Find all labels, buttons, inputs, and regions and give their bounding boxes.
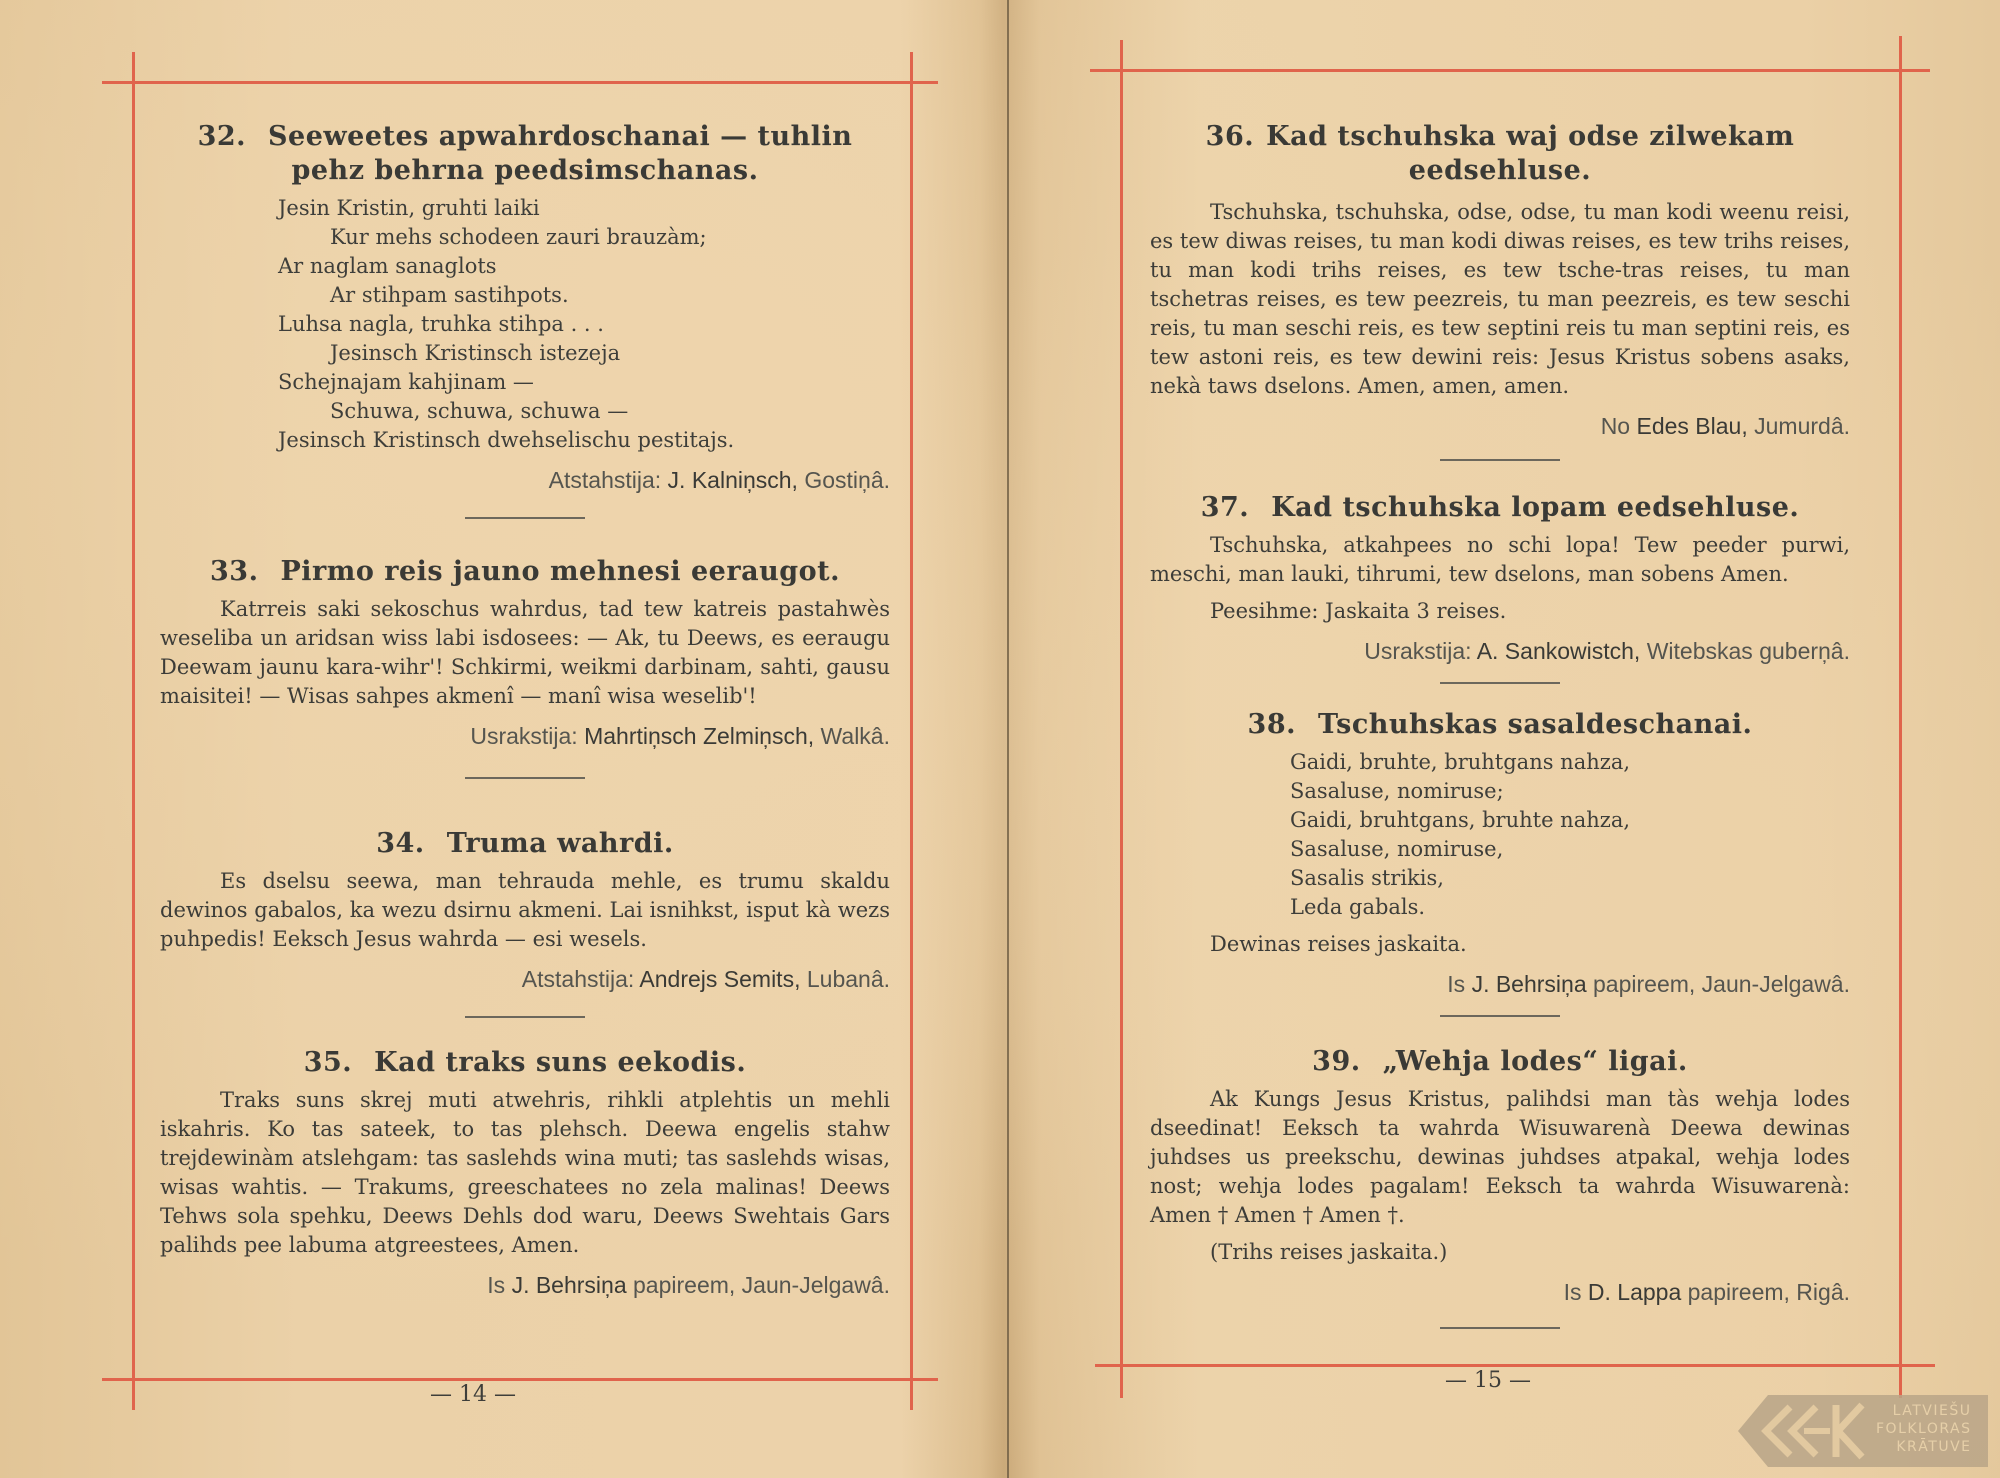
attribution (160, 964, 890, 994)
watermark-line: FOLKLORAS (1876, 1421, 1972, 1437)
attribution-label: Is (1563, 1279, 1582, 1305)
watermark-line: LATVIEŠU (1892, 1403, 1972, 1419)
section-divider (1440, 459, 1560, 461)
left-frame-bottom-rule (102, 1378, 938, 1381)
section-divider (1440, 682, 1560, 684)
attribution-name: D. Lappa (1587, 1279, 1682, 1305)
section-divider (1440, 1327, 1560, 1329)
attribution-label: Is (1447, 971, 1466, 997)
left-frame-right-rule (910, 52, 913, 1410)
section-divider (1440, 1015, 1560, 1017)
entry-number: 32. (197, 121, 247, 152)
left-frame-left-rule (132, 52, 135, 1410)
verse-line: Sasalis strikis, (1290, 866, 1444, 890)
attribution-place: Witebskas guberņâ. (1646, 638, 1850, 664)
entry-body (1150, 198, 1850, 401)
entry-title (1150, 708, 1850, 742)
verse-line: Gaidi, bruhte, bruhtgans nahza, (1290, 750, 1631, 774)
page-number-left: — 14 — (430, 1382, 516, 1407)
section-divider (465, 1016, 585, 1018)
attribution-label: Atstahstija: (548, 467, 662, 493)
attribution-place: Walkâ. (820, 723, 890, 749)
verse-line: Leda gabals. (1290, 895, 1426, 919)
right-page (1150, 120, 1850, 1329)
charm-entry-32 (160, 120, 890, 495)
attribution (160, 721, 890, 751)
entry-body-text: Katrreis saki sekoschus wahrdus, tad tew katreis pastahwès weseliba un aridsan wiss labi isdosees: — Ak, tu Deews, es eeraugu Deewam jaunu kara-wihr'! Schkirmi, weikmi darbinam, sahti, gausu maisitei! — Wisas sahpes akmenî — manî wisa weselib'! (160, 597, 890, 708)
verse-line: Luhsa nagla, truhka stihpa . . . (278, 312, 604, 336)
charm-entry-33 (160, 555, 890, 751)
entry-body (1150, 1085, 1850, 1230)
attribution-label: Usrakstija: (470, 723, 578, 749)
entry-number: 39. (1312, 1046, 1361, 1077)
charm-entry-36 (1150, 120, 1850, 441)
watermark-text (1876, 1402, 1972, 1456)
attribution-place: Gostiņâ. (804, 467, 890, 493)
verse-line: Sasaluse, nomiruse; (1290, 779, 1504, 803)
entry-heading: Truma wahrdi. (446, 828, 674, 859)
entry-note: Peesihme: Jaskaita 3 reises. (1210, 599, 1507, 623)
right-frame-top-rule (1090, 69, 1930, 72)
attribution (160, 1270, 890, 1300)
entry-number: 34. (376, 828, 425, 859)
attribution-label: Atstahstija: (521, 966, 635, 992)
entry-number: 35. (303, 1047, 353, 1078)
charm-entry-37 (1150, 491, 1850, 666)
entry-body (160, 867, 890, 954)
entry-number: 38. (1247, 709, 1297, 740)
entry-title (160, 120, 890, 188)
entry-heading: Tschuhskas sasaldeschanai. (1318, 709, 1753, 740)
entry-number: 37. (1200, 492, 1250, 523)
verse-line: Jesinsch Kristinsch dwehselischu pestitajs. (278, 428, 735, 452)
attribution-name: A. Sankowistch, (1476, 638, 1641, 664)
attribution-label: Usrakstija: (1364, 638, 1472, 664)
verse-line: Jesin Kristin, gruhti laiki (278, 196, 540, 220)
attribution-name: Mahrtiņsch Zelmiņsch, (584, 723, 815, 749)
entry-number: 36. (1205, 121, 1255, 152)
entry-title (1150, 1045, 1850, 1079)
entry-title (1150, 120, 1850, 188)
charm-entry-34 (160, 827, 890, 994)
entry-body-text: Es dselsu seewa, man tehrauda mehle, es trumu skaldu dewinos gabalos, ka wezu dsirnu akmeni. Lai isnihkst, isput kà wezs puhpedis! Eeksch Jesus wahrda — esi wesels. (160, 869, 890, 951)
entry-body-text: Traks suns skrej muti atwehris, rihkli atplehtis un mehli iskahris. Ko tas sateek, to tas plehsch. Deewa engelis stahw trejdewinàm atslehgam: tas saslehds wina muti; tas saslehds wisas, wisas wahtis. — Trakums, greeschatees no zela malinas! Deews Tehws sola spehku, Deews Dehls dod waru, Deews Swehtais Gars palihds pee labuma atgreestees, Amen. (160, 1088, 890, 1257)
entry-title (160, 827, 890, 861)
attribution-place: Jumurdâ. (1754, 413, 1850, 439)
attribution-label: Is (487, 1272, 506, 1298)
entry-body-text: Tschuhska, tschuhska, odse, odse, tu man kodi weenu reisi, es tew diwas reises, tu man kodi diwas reises, es tew trihs reises, tu man kodi trihs reises, es tew tsche-tras reises, tu man tschetras reises, es tew peezreis, tu man peezreis, es tew seschi reis, tu man seschi reis, es tew septini reis tu man septini reis, es tew astoni reis, es tew dewini reis: Jesus Kristus sobens asaks, nekà taws dselons. Amen, amen, amen. (1150, 200, 1850, 398)
attribution-name: Andrejs Semits, (639, 966, 801, 992)
attribution (1150, 411, 1850, 441)
entry-heading: Kad tschuhska lopam eedsehluse. (1271, 492, 1800, 523)
attribution (1150, 1277, 1850, 1307)
attribution-place: papireem, Jaun-Jelgawâ. (633, 1272, 890, 1298)
entry-heading: Kad tschuhska waj odse zilwekam eedsehluse. (1266, 121, 1795, 186)
attribution-place: papireem, Jaun-Jelgawâ. (1593, 971, 1850, 997)
verse-line: Sasaluse, nomiruse, (1290, 837, 1504, 861)
right-frame-bottom-rule (1095, 1364, 1935, 1367)
verse-block (160, 194, 890, 455)
attribution-name: J. Behrsiņa (511, 1272, 627, 1298)
entry-heading: Kad traks suns eekodis. (374, 1047, 747, 1078)
verse-line: Jesinsch Kristinsch istezeja (330, 341, 621, 365)
entry-body-text: Tschuhska, atkahpees no schi lopa! Tew peeder purwi, meschi, man lauki, tihrumi, tew dselons, man sobens Amen. (1150, 533, 1850, 586)
attribution (160, 465, 890, 495)
left-page (160, 120, 890, 1300)
entry-body-text: Ak Kungs Jesus Kristus, palihdsi man tàs wehja lodes dseedinat! Eeksch ta wahrda Wisuwarenà Deewa dewinas juhdses us preekschu, dewinas juhdses atpakal, wehja lodes nost; wehja lodes pagalam! Eeksch ta wahrda Wisuwarenà: Amen † Amen † Amen †. (1150, 1087, 1850, 1227)
charm-entry-39 (1150, 1045, 1850, 1329)
entry-body (1150, 531, 1850, 589)
watermark-line: KRĀTUVE (1896, 1439, 1972, 1455)
section-divider (465, 517, 585, 519)
attribution-name: Edes Blau, (1636, 413, 1748, 439)
verse-line: Ar stihpam sastihpots. (330, 283, 569, 307)
verse-line: Schejnajam kahjinam — (278, 370, 534, 394)
verse-line: Ar naglam sanaglots (278, 254, 497, 278)
page-number-right: — 15 — (1445, 1368, 1531, 1393)
verse-block (1150, 748, 1850, 922)
left-frame-top-rule (102, 81, 938, 84)
charm-entry-35 (160, 1046, 890, 1300)
verse-line: Gaidi, bruhtgans, bruhte nahza, (1290, 808, 1631, 832)
right-frame-right-rule (1899, 36, 1902, 1398)
right-frame-left-rule (1120, 40, 1123, 1398)
entry-heading: Seeweetes apwahrdoschanai — tuhlin pehz behrna peedsimschanas. (268, 121, 853, 186)
attribution-name: J. Kalniņsch, (667, 467, 798, 493)
attribution (1150, 636, 1850, 666)
attribution-label: No (1600, 413, 1631, 439)
verse-line: Schuwa, schuwa, schuwa — (330, 399, 629, 423)
entry-heading: Pirmo reis jauno mehnesi eeraugot. (280, 556, 840, 587)
entry-note: (Trihs reises jaskaita.) (1210, 1240, 1448, 1264)
entry-note: Dewinas reises jaskaita. (1210, 932, 1467, 956)
entry-title (160, 1046, 890, 1080)
book-gutter (1007, 0, 1009, 1478)
section-divider (465, 777, 585, 779)
attribution-place: papireem, Rigâ. (1687, 1279, 1850, 1305)
entry-heading: „Wehja lodes“ ligai. (1382, 1046, 1688, 1077)
entry-body (160, 1086, 890, 1260)
entry-title (1150, 491, 1850, 525)
entry-title (160, 555, 890, 589)
charm-entry-38 (1150, 708, 1850, 999)
attribution-name: J. Behrsiņa (1471, 971, 1587, 997)
entry-number: 33. (210, 556, 259, 587)
entry-body (160, 595, 890, 711)
attribution-place: Lubanâ. (806, 966, 890, 992)
attribution (1150, 969, 1850, 999)
verse-line: Kur mehs schodeen zauri brauzàm; (330, 225, 707, 249)
